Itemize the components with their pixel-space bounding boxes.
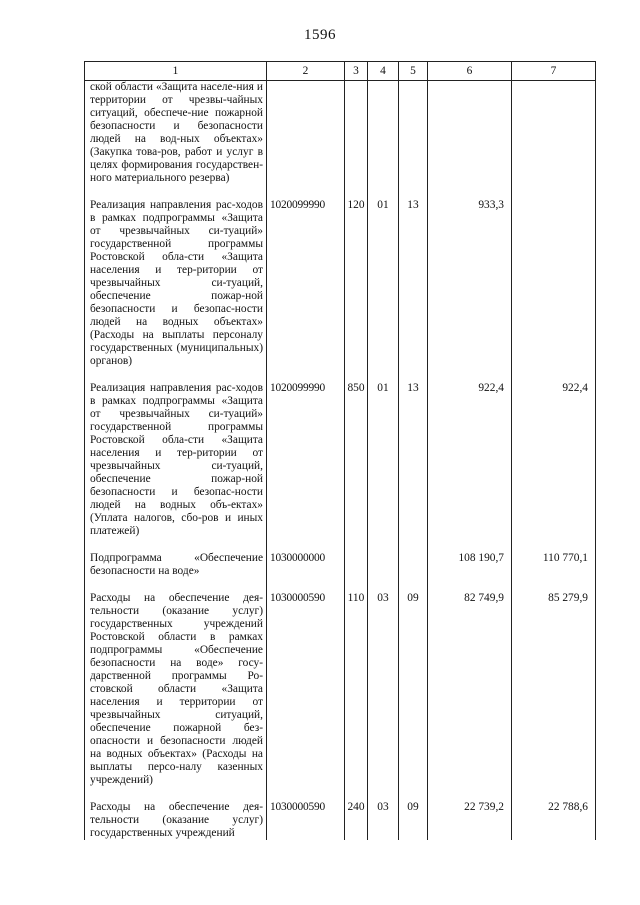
- column-header-2: 2: [267, 62, 345, 81]
- column-header-7: 7: [512, 62, 596, 81]
- row-col3: 110: [345, 592, 368, 801]
- row-col5: 09: [399, 592, 428, 801]
- row-col3: 120: [345, 199, 368, 382]
- row-col5: [399, 552, 428, 592]
- row-value-7: 922,4: [512, 382, 596, 552]
- row-value-6: 82 749,9: [428, 592, 512, 801]
- row-col4: 01: [368, 382, 399, 552]
- row-code: 1020099990: [267, 199, 345, 382]
- row-code: 1030000590: [267, 592, 345, 801]
- budget-table: [84, 61, 596, 840]
- row-col5: 13: [399, 199, 428, 382]
- column-header-6: 6: [428, 62, 512, 81]
- row-col3: [345, 81, 368, 200]
- row-value-7: 85 279,9: [512, 592, 596, 801]
- row-col4: 03: [368, 801, 399, 840]
- row-value-6: 22 739,2: [428, 801, 512, 840]
- row-col4: [368, 552, 399, 592]
- header-row: [85, 62, 596, 81]
- row-code: 1020099990: [267, 382, 345, 552]
- row-description: Расходы на обеспечение дея-тельности (оказание услуг) государственных учреждений: [85, 801, 267, 840]
- column-header-4: 4: [368, 62, 399, 81]
- row-value-7: [512, 81, 596, 200]
- row-description: Расходы на обеспечение дея-тельности (оказание услуг) государственных учреждений Ростовской области в рамках подпрограммы «Обеспечение безопасности на воде» госу-дарственной программы Ро-стовской области «Защита населения и территории от чрезвычайных ситуаций, обеспечение пожарной без-опасности и безопасности людей на водных объектах» (Расходы на выплаты персо-налу казенных учреждений): [85, 592, 267, 801]
- column-header-1: 1: [85, 62, 267, 81]
- row-col3: [345, 552, 368, 592]
- column-header-5: 5: [399, 62, 428, 81]
- row-value-6: 108 190,7: [428, 552, 512, 592]
- row-code: 1030000590: [267, 801, 345, 840]
- table-row: [85, 552, 596, 592]
- table-row: [85, 592, 596, 801]
- table-row: [85, 801, 596, 840]
- column-header-3: 3: [345, 62, 368, 81]
- row-value-7: 110 770,1: [512, 552, 596, 592]
- row-code: [267, 81, 345, 200]
- table-row: [85, 382, 596, 552]
- row-value-6: 922,4: [428, 382, 512, 552]
- row-description: Реализация направления рас-ходов в рамках подпрограммы «Защита от чрезвычайных си-туаций» государственной программы Ростовской обла-сти «Защита населения и тер-ритории от чрезвычайных си-туаций, обеспечение пожар-ной безопасности и безопас-ности людей на водных объектах» (Расходы на выплаты персоналу государственных (муниципальных) органов): [85, 199, 267, 382]
- table-row: [85, 199, 596, 382]
- row-code: 1030000000: [267, 552, 345, 592]
- row-col3: 850: [345, 382, 368, 552]
- row-value-6: 933,3: [428, 199, 512, 382]
- row-col4: [368, 81, 399, 200]
- row-value-6: [428, 81, 512, 200]
- row-description: Реализация направления рас-ходов в рамках подпрограммы «Защита от чрезвычайных си-туаций» государственной программы Ростовской обла-сти «Защита населения и тер-ритории от чрезвычайных си-туаций, обеспечение пожар-ной безопасности и безопас-ности людей на водных объ-ектах» (Уплата налогов, сбо-ров и иных платежей): [85, 382, 267, 552]
- row-value-7: [512, 199, 596, 382]
- row-col4: 03: [368, 592, 399, 801]
- table-row: [85, 81, 596, 200]
- row-value-7: 22 788,6: [512, 801, 596, 840]
- row-col5: 13: [399, 382, 428, 552]
- row-col5: [399, 81, 428, 200]
- row-col3: 240: [345, 801, 368, 840]
- row-col4: 01: [368, 199, 399, 382]
- row-description: Подпрограмма «Обеспечение безопасности на воде»: [85, 552, 267, 592]
- page-number: 1596: [304, 27, 336, 43]
- row-col5: 09: [399, 801, 428, 840]
- row-description: ской области «Защита населе-ния и территории от чрезвы-чайных ситуаций, обеспече-ние пожарной безопасности и безопасности людей на вод-ных объектах» (Закупка това-ров, работ и услуг в целях формирования государствен-ного материального резерва): [85, 81, 267, 200]
